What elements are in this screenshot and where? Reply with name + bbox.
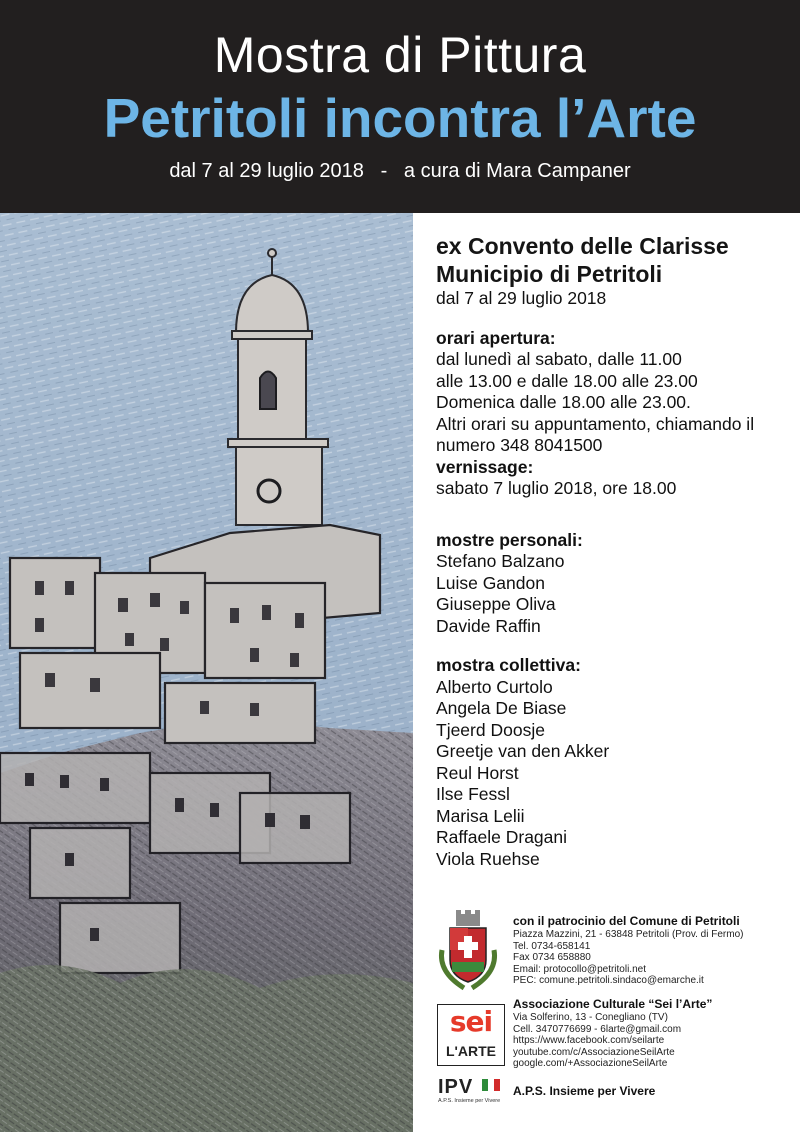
seilarte-title: Associazione Culturale “Sei l’Arte”	[513, 997, 713, 1011]
venue-name: ex Convento delle Clarisse	[436, 233, 729, 259]
seilarte-line: Cell. 3470776699 - 6larte@gmail.com	[513, 1023, 682, 1035]
vernissage-label: vernissage:	[436, 456, 534, 477]
seilarte-logo-top: sei	[449, 1005, 493, 1038]
seilarte-logo-bottom: L'ARTE	[446, 1043, 496, 1059]
seilarte-line: Via Solferino, 13 - Conegliano (TV)	[513, 1012, 668, 1023]
hours-line: alle 13.00 e dalle 18.00 alle 23.00	[436, 370, 698, 391]
hours-line: Altri orari su appuntamento, chiamando il	[436, 413, 755, 434]
collective-artist: Greetje van den Akker	[436, 741, 610, 761]
seilarte-logo	[437, 1004, 505, 1066]
ipv-title: A.P.S. Insieme per Vivere	[513, 1084, 656, 1098]
hours-line: numero 348 8041500	[436, 435, 603, 455]
hours-line: Domenica dalle 18.00 alle 23.00.	[436, 392, 691, 412]
comune-line: Tel. 0734-658141	[513, 940, 591, 952]
collective-artist: Alberto Curtolo	[436, 676, 553, 697]
collective-show-label: mostra collettiva:	[436, 655, 581, 675]
coat-of-arms-icon	[434, 910, 502, 992]
comune-line: Fax 0734 658880	[513, 952, 591, 964]
collective-artist: Ilse Fessl	[436, 784, 510, 804]
collective-artist: Marisa Lelii	[436, 805, 525, 826]
header-banner	[0, 0, 800, 213]
ipv-logo-sub: A.P.S. Insieme per Vivere	[438, 1098, 501, 1104]
comune-line: Email: protocollo@petritoli.net	[513, 963, 646, 975]
collective-artist: Angela De Biase	[436, 698, 567, 718]
comune-title: con il patrocinio del Comune di Petritoli	[513, 914, 740, 928]
collective-artist: Reul Horst	[436, 762, 519, 783]
personal-shows-label: mostre personali:	[436, 529, 583, 550]
collective-artist: Raffaele Dragani	[436, 827, 568, 847]
exhibition-subtitle: dal 7 al 29 luglio 2018 - a cura di Mara Campaner	[169, 160, 631, 182]
town-painting	[0, 213, 413, 1132]
comune-line: PEC: comune.petritoli.sindaco@emarche.it	[513, 975, 704, 987]
vernissage-date: sabato 7 luglio 2018, ore 18.00	[436, 478, 677, 498]
collective-artist: Tjeerd Doosje	[436, 719, 545, 740]
seilarte-sponsor	[513, 997, 783, 1070]
ipv-sponsor	[513, 1084, 783, 1099]
seilarte-line: google.com/+AssociazioneSeilArte	[513, 1058, 668, 1070]
collective-artist: Viola Ruehse	[436, 848, 540, 869]
hours-label: orari apertura:	[436, 327, 556, 348]
seilarte-line: youtube.com/c/AssociazioneSeilArte	[513, 1046, 675, 1058]
ipv-logo	[438, 1076, 504, 1108]
italy-flag-icon	[482, 1079, 500, 1091]
venue-building: Municipio di Petritoli	[436, 261, 663, 287]
personal-artist: Giuseppe Oliva	[436, 594, 556, 614]
comune-sponsor	[513, 914, 783, 987]
info-column	[436, 232, 786, 870]
seilarte-line: https://www.facebook.com/seilarte	[513, 1035, 665, 1047]
personal-artist: Davide Raffin	[436, 615, 541, 636]
exhibition-type: Mostra di Pittura	[213, 27, 587, 83]
venue-dates: dal 7 al 29 luglio 2018	[436, 288, 607, 308]
ipv-logo-text: IPV	[438, 1076, 474, 1098]
comune-line: Piazza Mazzini, 21 - 63848 Petritoli (Prov. di Fermo)	[513, 929, 744, 940]
personal-artist: Stefano Balzano	[436, 551, 565, 571]
personal-artist: Luise Gandon	[436, 572, 545, 593]
hours-line: dal lunedì al sabato, dalle 11.00	[436, 349, 682, 369]
exhibition-title: Petritoli incontra l’Arte	[103, 87, 697, 149]
